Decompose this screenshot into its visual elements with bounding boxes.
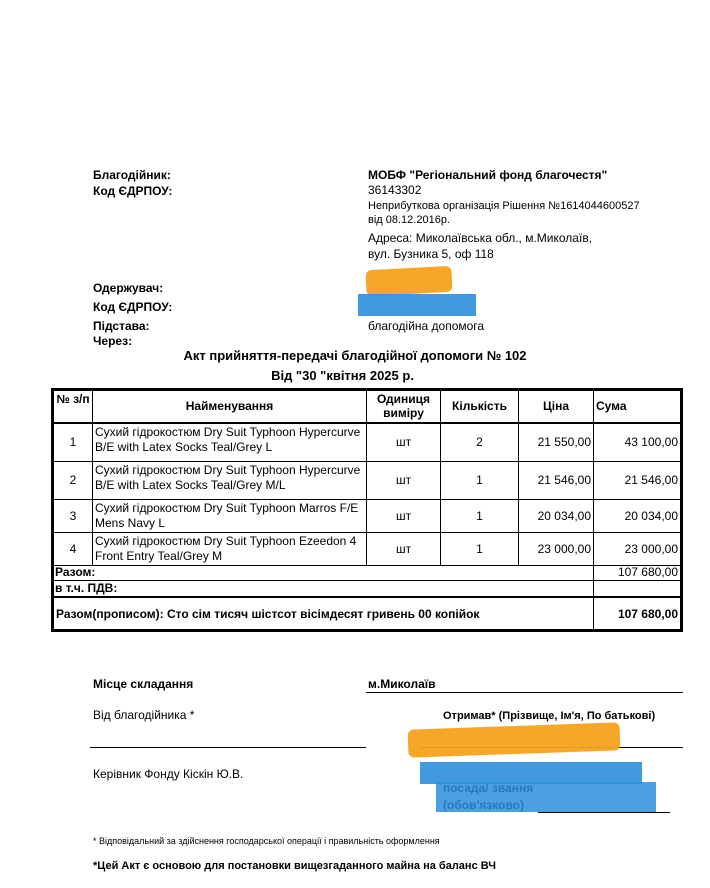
row-price: 21 546,00 bbox=[537, 473, 591, 487]
row-num: 3 bbox=[69, 509, 77, 523]
place-label: Місце складання bbox=[93, 677, 194, 691]
basis-value: благодійна допомога bbox=[368, 319, 485, 333]
row-qty: 2 bbox=[476, 435, 483, 449]
redaction-mark bbox=[358, 294, 476, 316]
row-unit: шт bbox=[395, 435, 412, 449]
row-name: Сухий гідрокостюм Dry Suit Typhoon Hypercurve B/E with Latex Socks Teal/Grey M/L bbox=[95, 463, 361, 492]
act-title: Акт прийняття-передачі благодійної допомоги № 102 bbox=[183, 348, 527, 363]
from-donor: Від благодійника * bbox=[93, 708, 195, 722]
address-line-2: вул. Бузника 5, оф 118 bbox=[368, 247, 494, 261]
nonprofit-line: Неприбуткова організація Рішення №1614044600527 bbox=[368, 200, 640, 212]
row-sum: 43 100,00 bbox=[624, 435, 678, 449]
balance-note: *Цей Акт є основою для постановки вищезгаданного майна на баланс ВЧ bbox=[93, 860, 496, 872]
row-qty: 1 bbox=[476, 473, 483, 487]
row-num: 1 bbox=[69, 435, 77, 449]
donor-name: МОБФ "Регіональний фонд благочестя" bbox=[368, 168, 608, 182]
row-name: Сухий гідрокостюм Dry Suit Typhoon Ezeedon 4 Front Entry Teal/Grey M bbox=[95, 534, 357, 563]
header-sum: Сума bbox=[596, 399, 627, 413]
row-num: 2 bbox=[69, 473, 77, 487]
donor-code: 36143302 bbox=[368, 183, 422, 197]
place-underline bbox=[366, 692, 683, 693]
address-line-1: Адреса: Миколаївська обл., м.Миколаїв, bbox=[368, 231, 593, 245]
place-value: м.Миколаїв bbox=[368, 677, 436, 691]
row-name: Сухий гідрокостюм Dry Suit Typhoon Marros F/E Mens Navy L bbox=[95, 501, 359, 530]
header-unit: Одиниця виміру bbox=[376, 392, 431, 420]
row-price: 23 000,00 bbox=[537, 542, 591, 556]
total-label: Разом: bbox=[55, 565, 96, 579]
recipient-label: Одержувач: bbox=[93, 281, 164, 295]
row-name: Сухий гідрокостюм Dry Suit Typhoon Hypercurve B/E with Latex Socks Teal/Grey L bbox=[95, 425, 361, 454]
redaction-mark bbox=[436, 782, 656, 812]
act-date: Від "30 "квітня 2025 р. bbox=[271, 368, 414, 383]
donor-signature-line bbox=[90, 747, 366, 748]
director-name: Керівник Фонду Кіскін Ю.В. bbox=[93, 767, 244, 781]
basis-label: Підстава: bbox=[93, 319, 150, 333]
row-price: 20 034,00 bbox=[537, 509, 591, 523]
redaction-mark bbox=[420, 762, 642, 784]
redaction-mark bbox=[365, 266, 452, 296]
row-sum: 23 000,00 bbox=[624, 542, 678, 556]
row-qty: 1 bbox=[476, 509, 483, 523]
row-price: 21 550,00 bbox=[537, 435, 591, 449]
vat-label: в т.ч. ПДВ: bbox=[55, 581, 118, 595]
header-name: Найменування bbox=[185, 399, 274, 413]
received-hint: (Прізвище, Ім'я, По батькові) bbox=[495, 710, 656, 722]
row-unit: шт bbox=[395, 509, 412, 523]
header-qty: Кількість bbox=[452, 399, 507, 413]
mandatory-underline bbox=[538, 812, 670, 813]
row-sum: 21 546,00 bbox=[624, 473, 678, 487]
redaction-mark bbox=[408, 722, 621, 757]
row-qty: 1 bbox=[476, 542, 483, 556]
row-sum: 20 034,00 bbox=[624, 509, 678, 523]
items-table bbox=[51, 388, 683, 632]
total-words-value: 107 680,00 bbox=[617, 607, 678, 621]
recipient-code-label: Код ЄДРПОУ: bbox=[93, 300, 173, 314]
via-label: Через: bbox=[93, 334, 133, 348]
footnote: * Відповідальний за здійснення господарської операції і правильність оформлення bbox=[93, 836, 440, 846]
header-num: № з/п bbox=[56, 392, 90, 406]
row-num: 4 bbox=[69, 542, 77, 556]
received-text: Отримав* bbox=[443, 710, 496, 722]
received-label bbox=[443, 710, 655, 722]
nonprofit-date: від 08.12.2016р. bbox=[368, 214, 450, 226]
total-words: Разом(прописом): Сто сім тисяч шістсот вісімдесят гривень 00 копійок bbox=[56, 607, 480, 621]
row-unit: шт bbox=[395, 542, 412, 556]
donor-code-label: Код ЄДРПОУ: bbox=[93, 184, 173, 198]
row-unit: шт bbox=[395, 473, 412, 487]
donor-label: Благодійник: bbox=[93, 168, 171, 182]
total-value: 107 680,00 bbox=[617, 565, 678, 579]
header-price: Ціна bbox=[542, 399, 570, 413]
